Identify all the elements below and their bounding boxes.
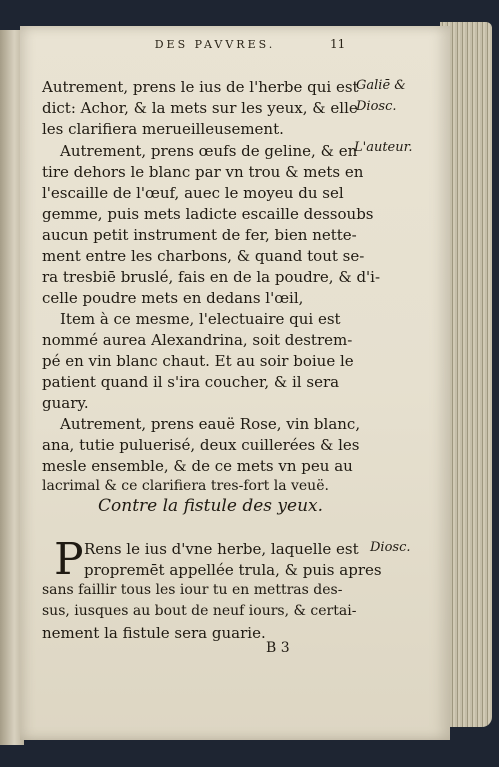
text-line: lacrimal & ce clarifiera tres-fort la veuë. (42, 478, 329, 494)
text-line: les clarifiera merueilleusement. (42, 120, 284, 138)
text-line: mesle ensemble, & de ce mets vn peu au (42, 457, 353, 475)
text-line: nement la fistule sera guarie. (42, 624, 266, 642)
text-line: ana, tutie puluerisé, deux cuillerées & les (42, 436, 360, 454)
text-line: Autrement, prens le ius de l'herbe qui est (42, 78, 359, 96)
text-line: l'escaille de l'œuf, auec le moyeu du sel (42, 184, 344, 202)
text-line: ra tresbiē bruslé, fais en de la poudre, & d'i- (42, 268, 381, 286)
text-line: ment entre les charbons, & quand tout se- (42, 247, 365, 265)
margin-note: L'auteur. (354, 140, 413, 155)
text-line: propremēt appellée trula, & puis apres (84, 561, 382, 579)
text-line: sus, iusques au bout de neuf iours, & certai- (42, 603, 357, 619)
text-line: tire dehors le blanc par vn trou & mets en (42, 163, 364, 181)
text-line: Autrement, prens œufs de geline, & en (60, 142, 358, 160)
running-head: DES PAVVRES. (154, 38, 276, 51)
signature-mark: B 3 (266, 640, 290, 656)
margin-note: Galiē & (356, 78, 406, 93)
text-line: pé en vin blanc chaut. Et au soir boiue le (42, 352, 354, 370)
text-line: patient quand il s'ira coucher, & il sera (42, 373, 340, 391)
margin-note: Diosc. (370, 540, 411, 555)
text-line: Item à ce mesme, l'electuaire qui est (60, 310, 341, 328)
text-line: celle poudre mets en dedans l'œil, (42, 289, 304, 307)
text-line: nommé aurea Alexandrina, soit destrem- (42, 331, 353, 349)
text-line: sans faillir tous les iour tu en mettras des- (42, 582, 343, 598)
margin-note: Diosc. (356, 99, 397, 114)
text-line: guary. (42, 394, 89, 412)
text-line: Rens le ius d'vne herbe, laquelle est (84, 540, 359, 558)
text-line: Autrement, prens eauë Rose, vin blanc, (60, 415, 361, 433)
text-line: dict: Achor, & la mets sur les yeux, & elle (42, 99, 358, 117)
text-line: gemme, puis mets ladicte escaille dessoubs (42, 205, 374, 223)
folio-number: 11 (330, 37, 346, 51)
drop-cap: P (54, 534, 84, 585)
text-line: aucun petit instrument de fer, bien nette- (42, 226, 357, 244)
section-heading: Contre la fistule des yeux. (98, 496, 324, 516)
